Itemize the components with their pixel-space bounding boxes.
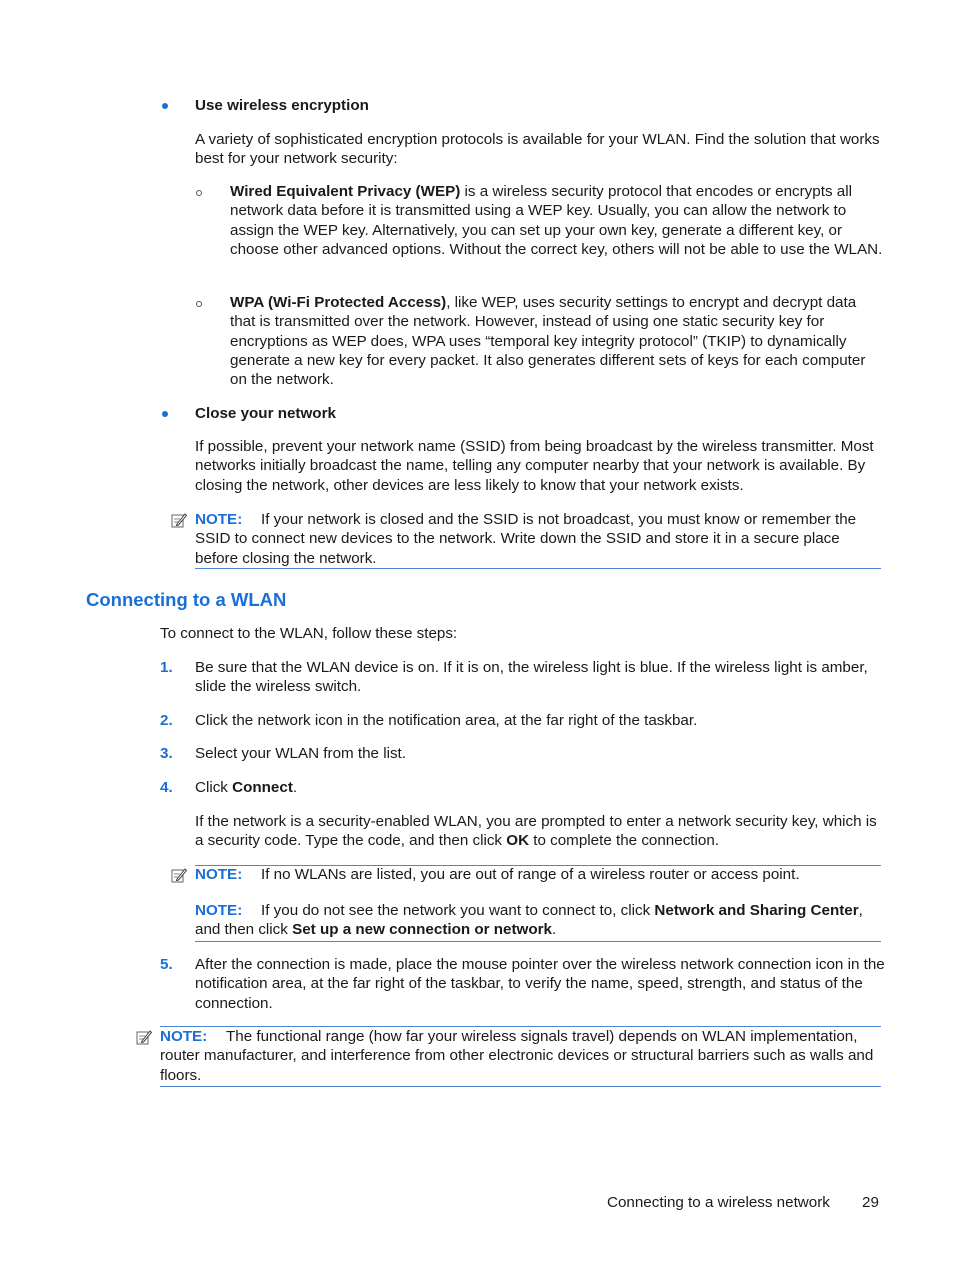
page-number: 29: [862, 1194, 879, 1211]
note-pencil-icon: [136, 1029, 152, 1045]
wep-paragraph: Wired Equivalent Privacy (WEP) is a wireless security protocol that encodes or encrypts all network data before it is transmitted using a WEP key. Usually, you can allow the network to assign the WEP key. Alternatively, you can set up your own key, generate a different key, or choose other advanced options. Without the correct key, others will not be able to use the WLAN.: [230, 183, 883, 258]
section-intro: To connect to the WLAN, follow these steps:: [160, 625, 458, 642]
note-pencil-icon: [171, 867, 187, 883]
step-detail: If the network is a security-enabled WLAN, you are prompted to enter a network security key, which is a security code. Type the code, and then click OK to complete the connection.: [195, 813, 877, 850]
bullet-icon: [162, 411, 168, 417]
sub-bullet-icon: [196, 301, 202, 307]
section-heading: Connecting to a WLAN: [86, 589, 287, 610]
bullet-title: Close your network: [195, 405, 336, 422]
note-text: NOTE: If your network is closed and the SSID is not broadcast, you must know or remember the SSID to connect new devices to the network. Write down the SSID and store it in a secure place before closing the network.: [195, 511, 857, 567]
step-number: 3.: [160, 745, 173, 762]
step-text: Click Connect.: [195, 779, 298, 796]
step-number: 5.: [160, 956, 173, 973]
note-text: NOTE: If you do not see the network you want to connect to, click Network and Sharing Center, and then click Set up a new connection or network.: [195, 902, 863, 939]
bullet-text: If possible, prevent your network name (SSID) from being broadcast by the wireless transmitter. Most networks initially broadcast the name, telling any computer nearby that your network is available. By closing the network, other devices are less likely to know that your network exists.: [195, 438, 874, 494]
sub-bullet-icon: [196, 190, 202, 196]
step-number: 1.: [160, 659, 173, 676]
note-text: NOTE: If no WLANs are listed, you are out of range of a wireless router or access point.: [195, 866, 800, 883]
step-text: After the connection is made, place the mouse pointer over the wireless network connection icon in the notification area, at the far right of the taskbar, to verify the name, speed, strength, and status of the connection.: [195, 956, 885, 1012]
footer-title: Connecting to a wireless network: [607, 1194, 830, 1211]
note-pencil-icon: [171, 512, 187, 528]
step-number: 2.: [160, 712, 173, 729]
bullet-icon: [162, 103, 168, 109]
step-text: Click the network icon in the notification area, at the far right of the taskbar.: [195, 712, 698, 729]
note-text: NOTE: The functional range (how far your wireless signals travel) depends on WLAN implementation, router manufacturer, and interference from other electronic devices or structural barriers such as walls and floors.: [160, 1028, 874, 1084]
bullet-title: Use wireless encryption: [195, 97, 369, 114]
bullet-text: A variety of sophisticated encryption protocols is available for your WLAN. Find the solution that works best for your network security:: [195, 131, 880, 168]
wpa-paragraph: WPA (Wi-Fi Protected Access), like WEP, uses security settings to encrypt and decrypt data that is transmitted over the network. However, instead of using one static security key for encryptions as WEP does, WPA uses “temporal key integrity protocol” (TKIP) to dynamically generate a new key for every packet. It also generates different sets of keys for each computer on the network.: [230, 294, 866, 389]
step-text: Select your WLAN from the list.: [195, 745, 407, 762]
step-text: Be sure that the WLAN device is on. If it is on, the wireless light is blue. If the wireless light is amber, slide the wireless switch.: [195, 659, 868, 696]
step-number: 4.: [160, 779, 173, 796]
